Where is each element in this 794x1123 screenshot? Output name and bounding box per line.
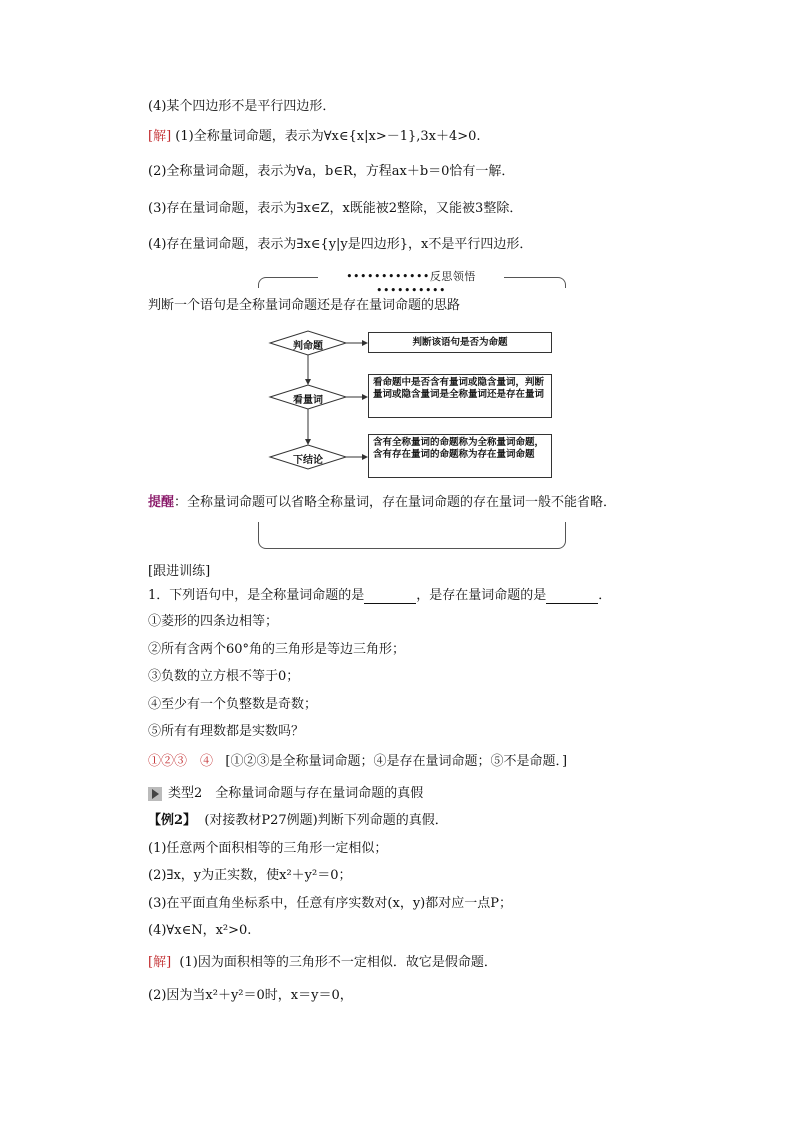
flow-box-quantifier: 看命题中是否含有量词或隐含量词，判断量词或隐含量词是全称量词还是存在量词: [368, 374, 552, 418]
solution-line-2: (2)全称量词命题，表示为∀a，b∈R，方程ax＋b＝0恰有一解．: [148, 164, 515, 179]
flow-label-quantifier: 看量词: [293, 395, 323, 406]
tip-line: 提醒：全称量词命题可以省略全称量词，存在量词命题的存在量词一般不能省略．: [148, 495, 617, 510]
answer-explanation: [①②③是全称量词命题；④是存在量词命题；⑤不是命题．]: [225, 754, 568, 769]
reflection-box-bottom: [258, 522, 566, 549]
example-item: (1)任意两个面积相等的三角形一定相似；: [148, 841, 388, 856]
practice-item: ①菱形的四条边相等；: [148, 614, 279, 629]
item-4-statement: (4)某个四边形不是平行四边形．: [148, 99, 336, 114]
solution-line-1: [解] (1)全称量词命题，表示为∀x∈{x|x>－1},3x＋4>0.: [148, 129, 481, 144]
example-solution-2: (2)因为当x²＋y²＝0时，x＝y＝0，: [148, 988, 353, 1003]
practice-item: ⑤所有有理数都是实数吗？: [148, 724, 305, 739]
solution-tag: [解]: [148, 129, 172, 144]
flow-box-judge: 判断该语句是否为命题: [368, 332, 552, 353]
answer-blank-1: [364, 591, 416, 604]
example-solution-1: [解] (1)因为面积相等的三角形不一定相似．故它是假命题．: [148, 955, 497, 970]
example-item: (3)在平面直角坐标系中，任意有序实数对(x，y)都对应一点P；: [148, 896, 512, 911]
flow-label-judge: 判命题: [293, 341, 323, 352]
practice-item: ②所有含两个60°角的三角形是等边三角形；: [148, 642, 406, 657]
practice-item: ④至少有一个负整数是奇数；: [148, 697, 318, 712]
flow-label-conclusion: 下结论: [293, 455, 323, 466]
practice-answer: [148, 754, 567, 770]
example-tag: 【例2】: [148, 813, 197, 828]
practice-header: [跟进训练]: [148, 564, 211, 579]
example-item: (2)∃x，y为正实数，使x²＋y²＝0；: [148, 868, 352, 883]
solution-line-4: (4)存在量词命题，表示为∃x∈{y|y是四边形}，x不是平行四边形．: [148, 237, 533, 252]
example-item: (4)∀x∈N，x²>0.: [148, 923, 252, 938]
practice-item: ③负数的立方根不等于0；: [148, 669, 300, 684]
type-2-heading: 类型2 全称量词命题与存在量词命题的真假: [148, 786, 423, 802]
example-2-line: 【例2】 (对接教材P27例题)判断下列命题的真假．: [148, 813, 448, 828]
answer-blank-2: [546, 591, 598, 604]
flowchart: [262, 326, 558, 482]
practice-question: 1．下列语句中，是全称量词命题的是 ，是存在量词命题的是 ．: [148, 588, 612, 603]
play-icon: [148, 787, 162, 801]
solution-tag: [解]: [148, 955, 172, 970]
tip-label: 提醒: [148, 495, 175, 510]
solution-line-3: (3)存在量词命题，表示为∃x∈Z，x既能被2整除，又能被3整除．: [148, 201, 523, 216]
flow-box-conclusion: 含有全称量词的命题称为全称量词命题，含有存在量词的命题称为存在量词命题: [368, 434, 552, 478]
reflection-title: ••••••••••••反思领悟••••••••••: [318, 270, 504, 298]
answer-red: ①②③ ④: [148, 754, 214, 769]
reflection-heading: 判断一个语句是全称量词命题还是存在量词命题的思路: [148, 298, 461, 313]
